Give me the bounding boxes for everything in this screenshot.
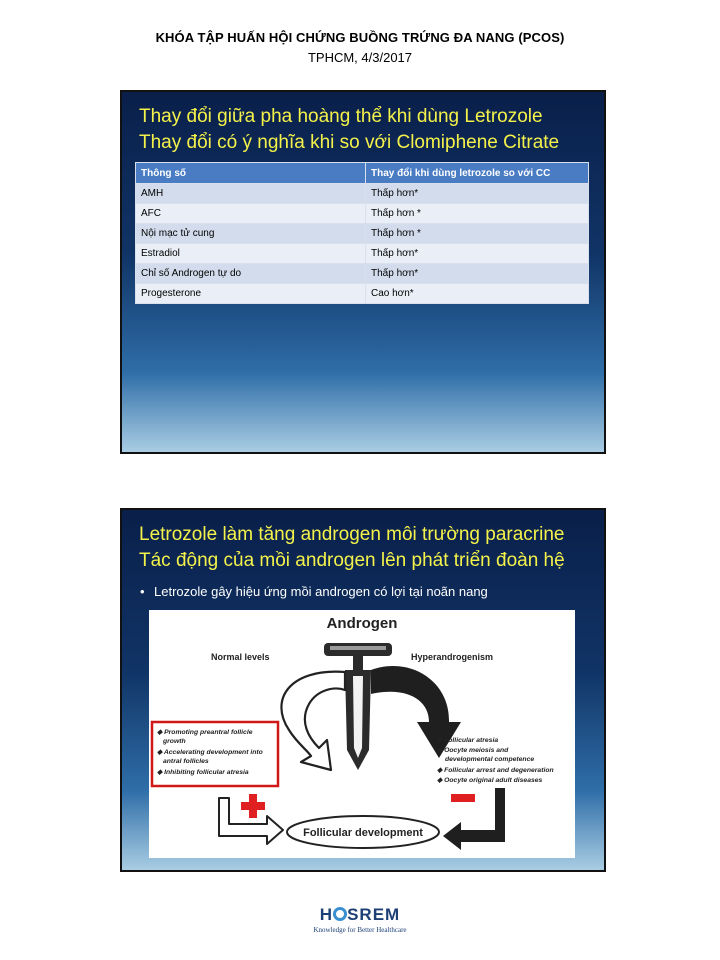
parameter-table xyxy=(135,162,589,304)
table-row xyxy=(136,224,589,244)
slide-title-line-1: Letrozole làm tăng androgen môi trường paracrine xyxy=(139,524,565,545)
plus-icon xyxy=(241,794,265,818)
table-row xyxy=(136,184,589,204)
table-cell-parameter: AFC xyxy=(136,204,366,224)
left-effect-line: ◆ Inhibiting follicular atresia xyxy=(157,769,249,776)
left-effect-line: ◆ Promoting preantral follicle xyxy=(157,729,253,736)
slide-title xyxy=(139,522,596,574)
left-effect-line: ◆ Accelerating development into xyxy=(157,749,263,756)
logo-globe-icon xyxy=(333,907,347,921)
slide-title-line-2: Thay đổi có ý nghĩa khi so với Clomiphene Citrate xyxy=(139,132,560,153)
bullet-dot-icon: • xyxy=(140,584,145,599)
table-cell-change: Thấp hơn* xyxy=(366,244,589,264)
normal-levels-label: Normal levels xyxy=(211,652,270,662)
document-title: KHÓA TẬP HUẤN HỘI CHỨNG BUỒNG TRỨNG ĐA NANG (PCOS) xyxy=(155,30,565,45)
table-cell-change: Thấp hơn * xyxy=(366,224,589,244)
table-cell-parameter: Estradiol xyxy=(136,244,366,264)
table-cell-parameter: AMH xyxy=(136,184,366,204)
right-effect-line: ◆ Oocyte meiosis and xyxy=(437,747,509,754)
logo-letter-h: H xyxy=(319,905,334,924)
slide-title-line-1: Thay đổi giữa pha hoàng thể khi dùng Letrozole xyxy=(139,106,543,127)
table-row xyxy=(136,284,589,304)
left-effect-line: growth xyxy=(163,738,186,745)
column-header-parameter: Thông số xyxy=(136,163,366,184)
hyperandrogenism-label: Hyperandrogenism xyxy=(411,652,494,662)
logo-tagline: Knowledge for Better Healthcare xyxy=(313,926,407,934)
table-cell-change: Thấp hơn* xyxy=(366,264,589,284)
bullet-text: Letrozole gây hiệu ứng mồi androgen có lợi tại noãn nang xyxy=(154,584,488,599)
androgen-diagram-svg xyxy=(149,610,575,858)
androgen-needle-icon xyxy=(324,643,392,770)
hyperandrogenism-arrow xyxy=(371,666,461,758)
slide-title-line-2: Tác động của mồi androgen lên phát triển đoàn hệ xyxy=(139,550,565,571)
column-header-change: Thay đổi khi dùng letrozole so với CC xyxy=(366,163,589,184)
left-effect-line: antral follicles xyxy=(163,758,209,765)
hosrem-logo xyxy=(0,905,720,934)
document-subtitle: TPHCM, 4/3/2017 xyxy=(307,50,413,65)
right-effect-line: ◆ Oocyte original adult diseases xyxy=(437,777,543,784)
table-row xyxy=(136,244,589,264)
normal-levels-arrow xyxy=(281,672,345,770)
logo-wordmark xyxy=(0,905,720,925)
table-cell-parameter: Progesterone xyxy=(136,284,366,304)
slide-letrozole-luteal-changes xyxy=(120,90,606,454)
table-cell-change: Thấp hơn * xyxy=(366,204,589,224)
slide-letrozole-androgen-priming xyxy=(120,508,606,872)
minus-icon xyxy=(451,794,475,802)
table-cell-parameter: Chỉ số Androgen tự do xyxy=(136,264,366,284)
bullet-item xyxy=(140,584,488,599)
right-effect-line: ◆ Follicular arrest and degeneration xyxy=(437,767,554,774)
table-row xyxy=(136,264,589,284)
table-header-row xyxy=(136,163,589,184)
androgen-diagram xyxy=(149,610,575,858)
right-effect-line: developmental competence xyxy=(445,756,535,763)
table-row xyxy=(136,204,589,224)
diagram-title: Androgen xyxy=(326,615,398,632)
follicular-development-label: Follicular development xyxy=(303,827,423,839)
right-effect-line: ◆ Follicular atresia xyxy=(437,737,499,744)
table-cell-change: Thấp hơn* xyxy=(366,184,589,204)
table-cell-parameter: Nội mạc tử cung xyxy=(136,224,366,244)
slide-title xyxy=(139,104,596,156)
table-cell-change: Cao hơn* xyxy=(366,284,589,304)
logo-letters: SREM xyxy=(347,905,401,924)
